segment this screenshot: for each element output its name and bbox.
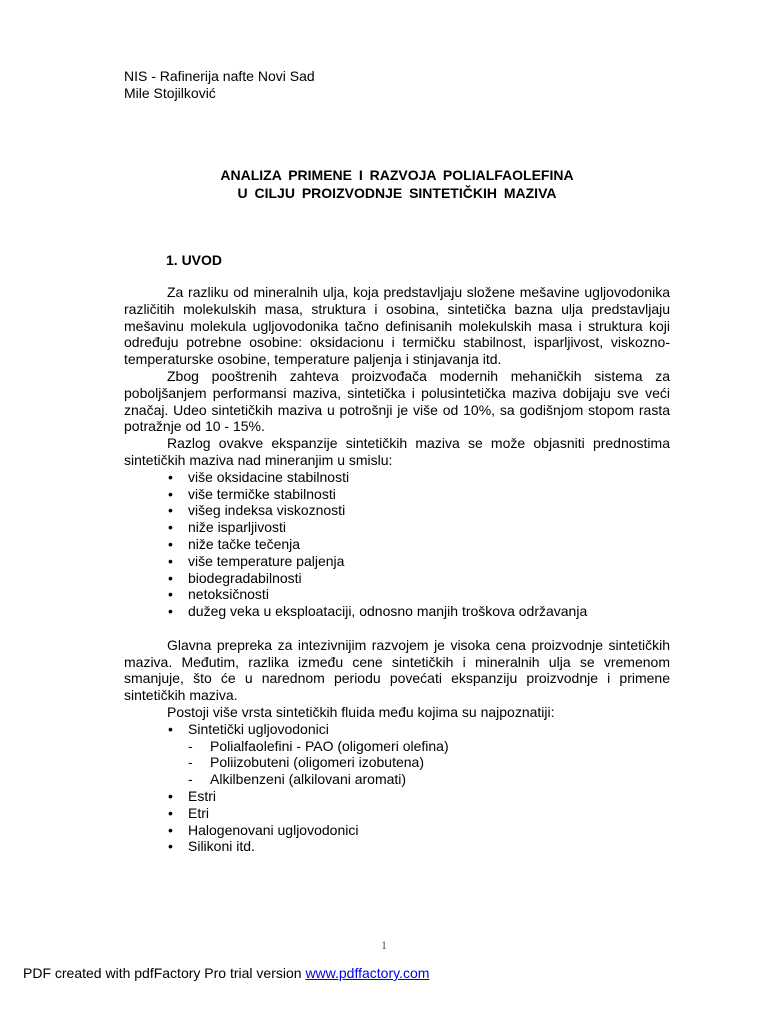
- document-header: [124, 68, 315, 102]
- list-item: • više oksidacine stabilnosti: [124, 469, 670, 486]
- list-item: • dužeg veka u eksploataciji, odnosno manjih troškova održavanja: [124, 603, 670, 620]
- list-item: • višeg indeksa viskoznosti: [124, 502, 670, 519]
- footer-text: PDF created with pdfFactory Pro trial version: [23, 965, 306, 981]
- fluids-sublist: [124, 738, 670, 788]
- author: Mile Stojilković: [124, 85, 216, 101]
- organization: NIS - Rafinerija nafte Novi Sad: [124, 68, 315, 84]
- sublist-item: - Polialfaolefini - PAO (oligomeri olefina): [124, 738, 670, 755]
- sublist-item: - Poliizobuteni (oligomeri izobutena): [124, 754, 670, 771]
- title-line-2: U CILJU PROIZVODNJE SINTETIČKIH MAZIVA: [237, 185, 557, 201]
- page-number: 1: [381, 938, 387, 952]
- document-body: [124, 284, 670, 855]
- list-item: • niže tačke tečenja: [124, 536, 670, 553]
- section-heading: 1. UVOD: [166, 252, 223, 268]
- paragraph-3: Razlog ovakve ekspanzije sintetičkih maziva se može objasniti prednostima sintetičkih maziva nad mineranjim u smislu:: [124, 435, 670, 468]
- footer-link[interactable]: www.pdffactory.com: [305, 965, 430, 981]
- sublist-item: - Alkilbenzeni (alkilovani aromati): [124, 771, 670, 788]
- pdf-footer: [23, 965, 429, 981]
- list-item: • biodegradabilnosti: [124, 570, 670, 587]
- list-item: • Sintetički ugljovodonici: [124, 721, 670, 738]
- list-item: • više temperature paljenja: [124, 553, 670, 570]
- fluids-list: [124, 721, 670, 738]
- advantages-list: [124, 469, 670, 620]
- list-item: • Estri: [124, 788, 670, 805]
- list-item: • više termičke stabilnosti: [124, 486, 670, 503]
- list-item: • Halogenovani ugljovodonici: [124, 822, 670, 839]
- title-line-1: ANALIZA PRIMENE I RAZVOJA POLIALFAOLEFINA: [220, 167, 574, 183]
- document-title: [124, 166, 670, 202]
- paragraph-1: Za razliku od mineralnih ulja, koja predstavljaju složene mešavine ugljovodonika različitih molekulskih masa, struktura i osobina, sintetička bazna ulja predstavljaju mešavinu molekula ugljovodonika tačno definisanih molekulskih masa i struktura koji određuju potrebne osobine: oksidacionu i termičku stabilnost, isparljivost, viskozno-temperaturske osobine, temperature paljenja i stinjavanja itd.: [124, 284, 670, 368]
- fluids-list-rest: [124, 788, 670, 855]
- list-item: • netoksičnosti: [124, 586, 670, 603]
- list-item: • niže isparljivosti: [124, 519, 670, 536]
- list-item: • Silikoni itd.: [124, 838, 670, 855]
- paragraph-2: Zbog pooštrenih zahteva proizvođača modernih mehaničkih sistema za poboljšanjem performansi maziva, sintetička i polusintetička maziva dobijaju sve veći značaj. Udeo sintetičkih maziva u potrošnji je više od 10%, sa godišnjom stopom rasta potražnje od 10 - 15%.: [124, 367, 670, 435]
- paragraph-4: Glavna prepreka za intezivnijim razvojem je visoka cena proizvodnje sintetičkih maziva. Međutim, razlika između cene sintetičkih i mineralnih ulja se vremenom smanjuje, što će u narednom periodu povećati ekspanziju proizvodnje i primene sintetičkih maziva.: [124, 636, 670, 704]
- paragraph-5: Postoji više vrsta sintetičkih fluida među kojima su najpoznatiji:: [167, 703, 555, 720]
- list-item: • Etri: [124, 805, 670, 822]
